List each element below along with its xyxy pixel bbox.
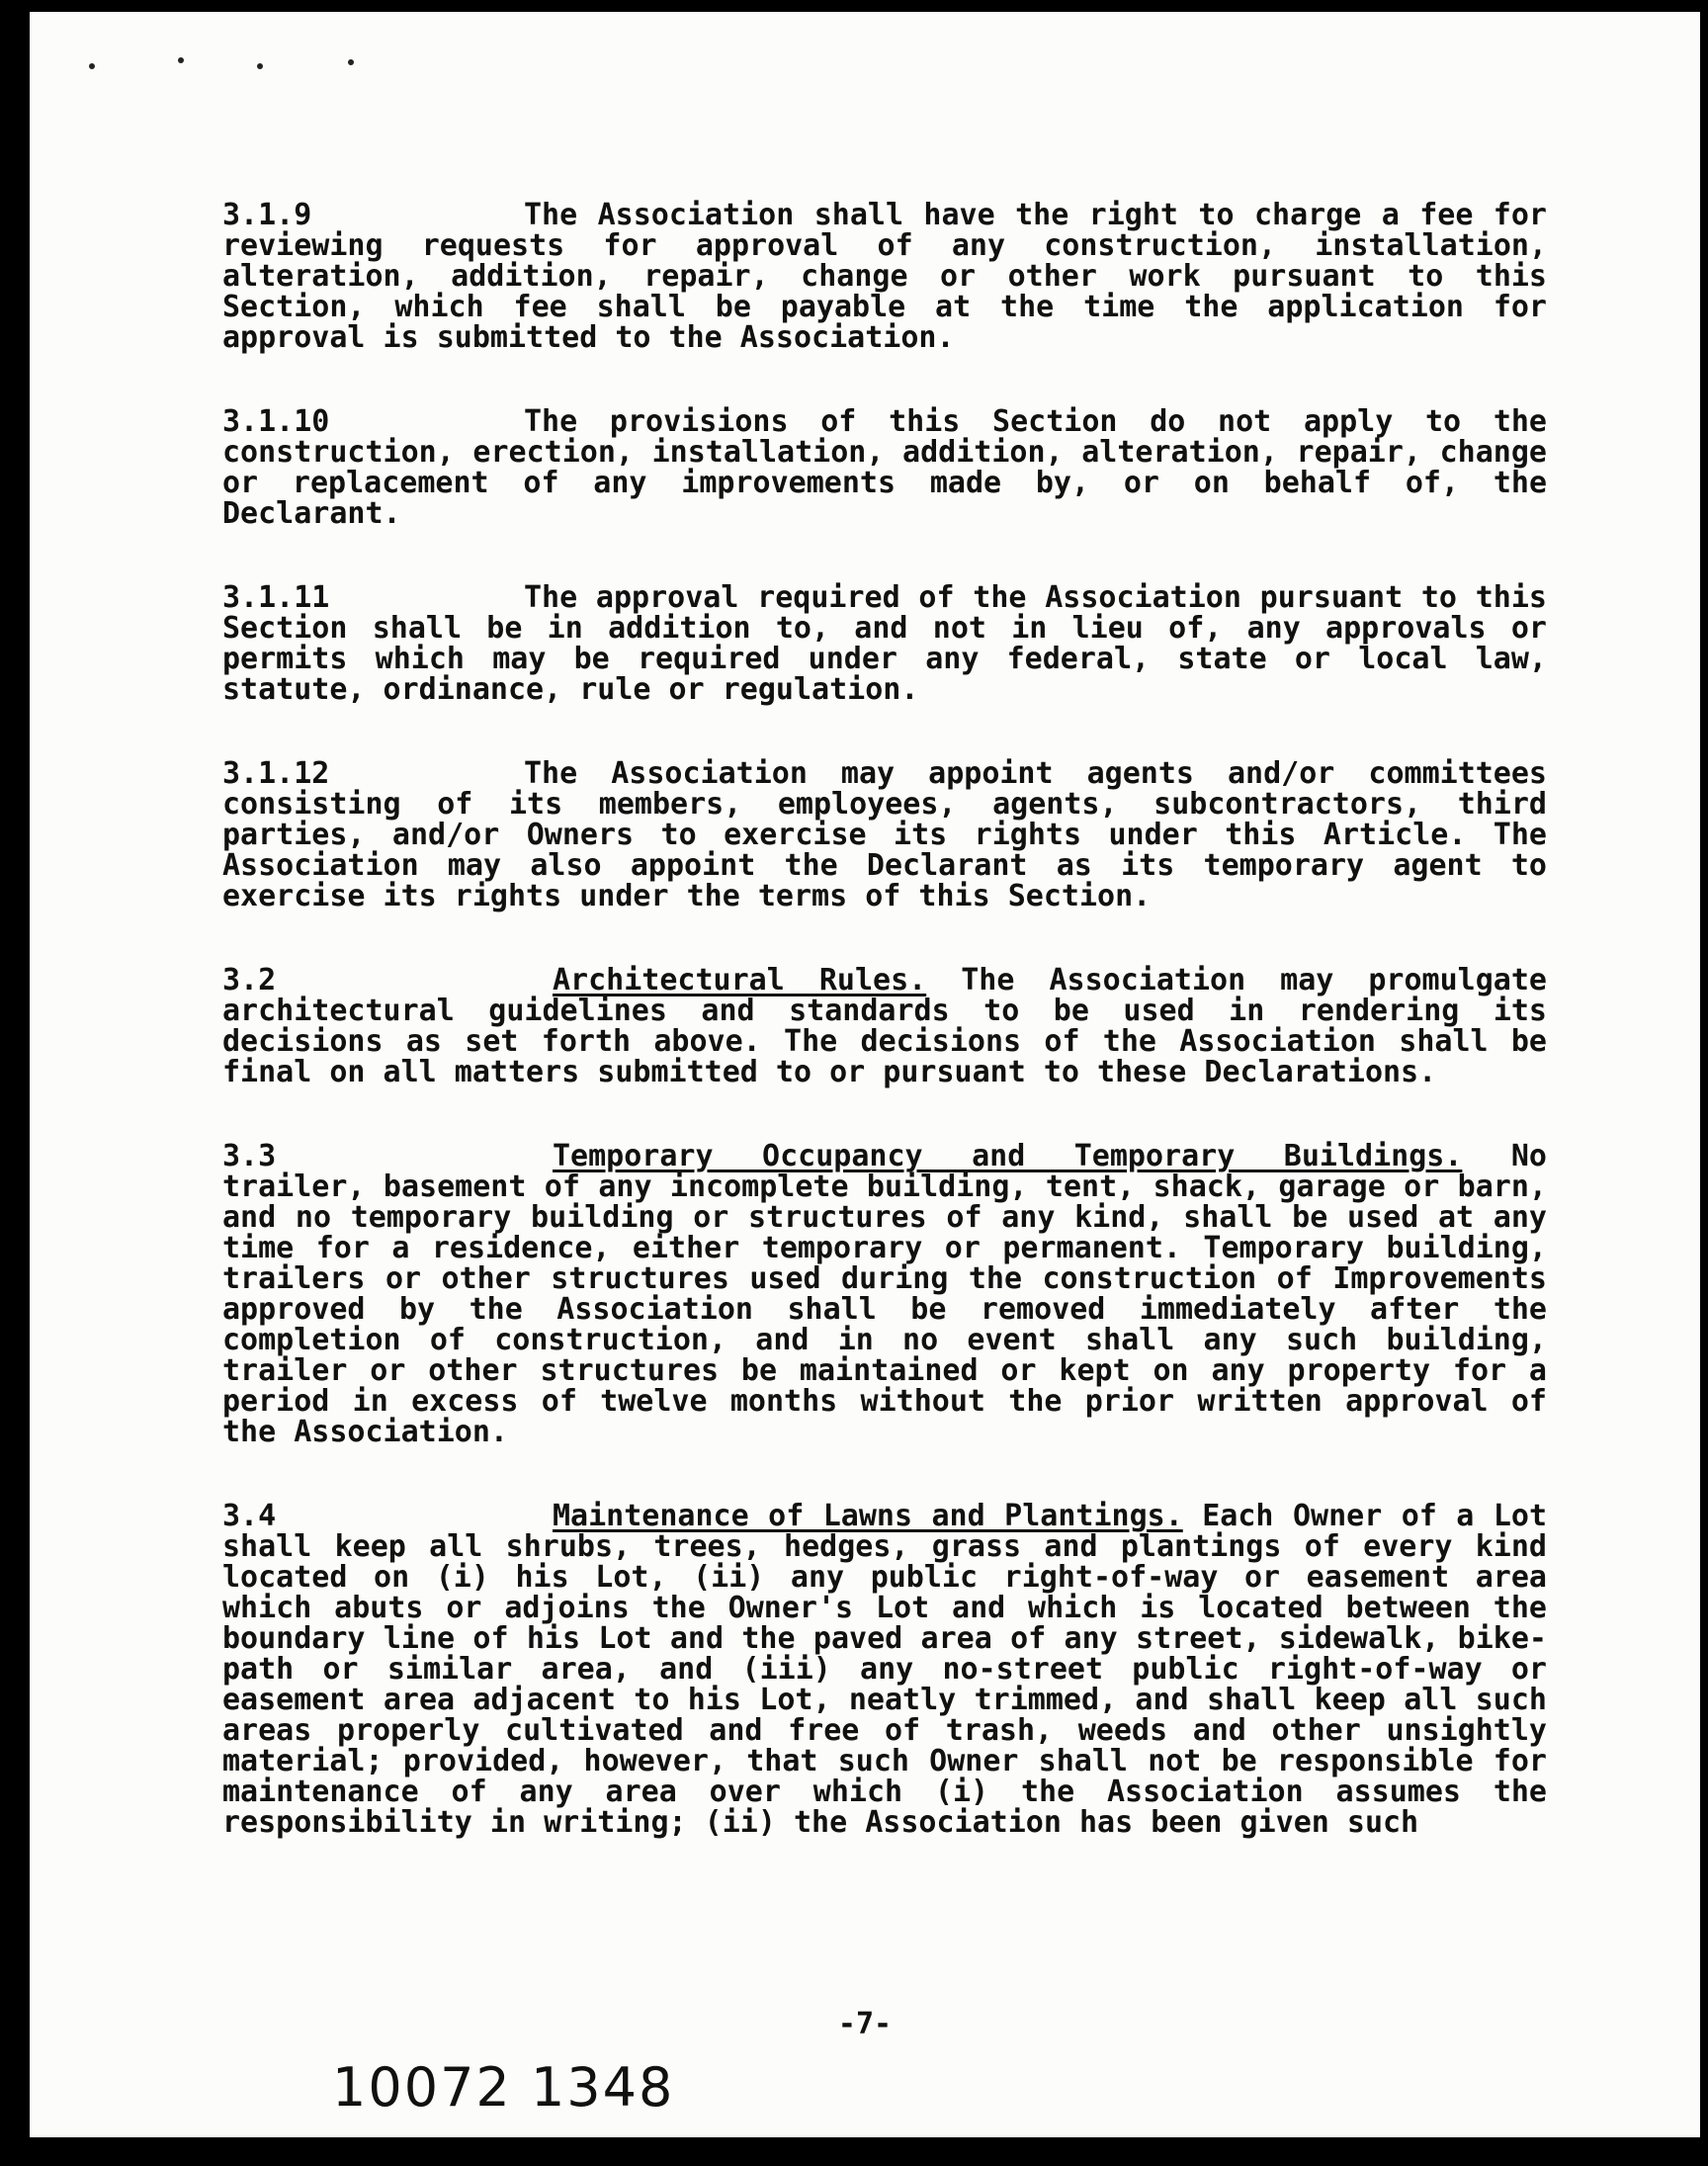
paragraph-number: 3.1.12 bbox=[222, 756, 330, 791]
section-text: No trailer, basement of any incomplete building, tent, shack, garage or barn, and no temporary building or structures of any kind, shall be used at any time for a residence, either temporary or permanent. Temporary building, trailers or other structures used during the construction of Improvements approved by the Association shall be removed immediately after the completion of construction, and in no event shall any such building, trailer or other structures be maintained or kept on any property for a period in excess of twelve months without the prior written approval of the Association. bbox=[222, 1139, 1547, 1449]
section-heading: Maintenance of Lawns and Plantings. bbox=[553, 1499, 1183, 1533]
paragraph-text: The provisions of this Section do not apply to the construction, erection, installation, addition, alteration, repair, change or replacement of any improvements made by, or on behalf of, the Declarant. bbox=[222, 404, 1547, 531]
paragraph-3-1-9 bbox=[222, 200, 1547, 353]
section-3-3 bbox=[222, 1141, 1547, 1447]
paragraph-3-1-11 bbox=[222, 582, 1547, 705]
section-heading: Architectural Rules. bbox=[553, 963, 927, 997]
paragraph-text: The Association may appoint agents and/or committees consisting of its members, employees, agents, subcontractors, third parties, and/or Owners to exercise its rights under this Article. The Association may also appoint the Declarant as its temporary agent to exercise its rights under the terms of this Section. bbox=[222, 756, 1547, 913]
page-number: -7- bbox=[837, 2007, 893, 2041]
section-number: 3.2 bbox=[222, 963, 277, 997]
section-heading: Temporary Occupancy and Temporary Buildings. bbox=[553, 1139, 1463, 1173]
paragraph-number: 3.1.9 bbox=[222, 198, 312, 232]
section-3-4 bbox=[222, 1501, 1547, 1838]
paragraph-text: The Association shall have the right to charge a fee for reviewing requests for approval of any construction, installation, alteration, addition, repair, change or other work pursuant to this Section, which fee shall be payable at the time the application for approval is submitted to the Association. bbox=[222, 198, 1547, 355]
section-text: Each Owner of a Lot shall keep all shrubs, trees, hedges, grass and plantings of every kind located on (i) his Lot, (ii) any public right-of-way or easement area which abuts or adjoins the Owner's Lot and which is located between the boundary line of his Lot and the paved area of any street, sidewalk, bike-path or similar area, and (iii) any no-street public right-of-way or easement area adjacent to his Lot, neatly trimmed, and shall keep all such areas properly cultivated and free of trash, weeds and other unsightly material; provided, however, that such Owner shall not be responsible for maintenance of any area over which (i) the Association assumes the responsibility in writing; (ii) the Association has been given such bbox=[222, 1499, 1548, 1840]
scan-speck bbox=[89, 63, 95, 69]
handwritten-reference-number: 10072 1348 bbox=[332, 2056, 675, 2119]
paragraph-number: 3.1.10 bbox=[222, 404, 330, 439]
paragraph-3-1-10 bbox=[222, 406, 1547, 529]
section-number: 3.4 bbox=[222, 1499, 277, 1533]
section-number: 3.3 bbox=[222, 1139, 277, 1173]
paragraph-number: 3.1.11 bbox=[222, 580, 330, 615]
section-3-2 bbox=[222, 965, 1547, 1087]
document-page bbox=[30, 12, 1700, 2137]
scan-speck bbox=[257, 63, 263, 69]
paragraph-text: The approval required of the Association pursuant to this Section shall be in addition to, and not in lieu of, any approvals or permits which may be required under any federal, state or local law, statute, ordinance, rule or regulation. bbox=[222, 580, 1547, 707]
scan-speck bbox=[348, 59, 354, 65]
section-text: The Association may promulgate architectural guidelines and standards to be used in rendering its decisions as set forth above. The decisions of the Association shall be final on all matters submitted to or pursuant to these Declarations. bbox=[222, 963, 1547, 1089]
scan-speck bbox=[178, 57, 184, 63]
document-body bbox=[222, 200, 1547, 1891]
paragraph-3-1-12 bbox=[222, 758, 1547, 911]
